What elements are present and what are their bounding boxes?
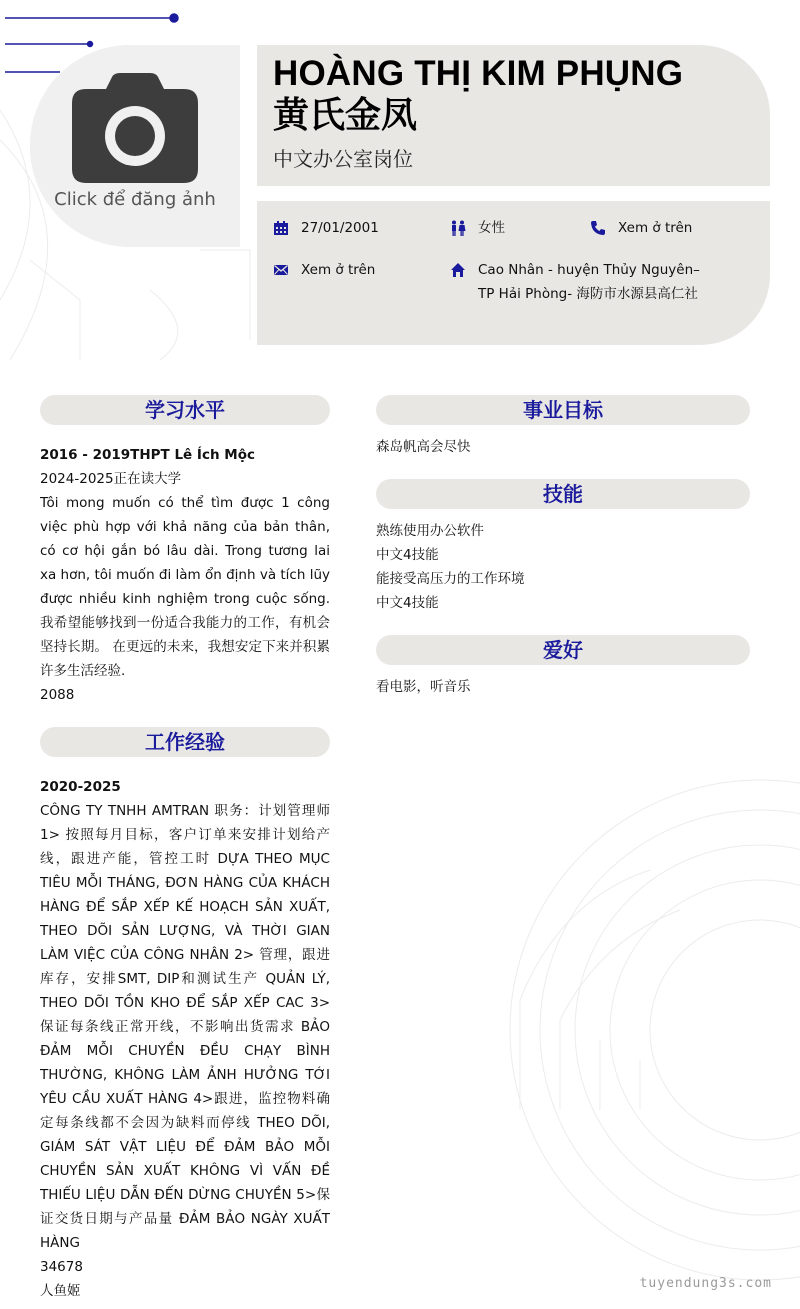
- career-goal-text: 森岛帆高会尽快: [376, 439, 471, 455]
- footer-brand: tuyendung3s.com: [639, 1276, 772, 1291]
- skills-heading: 技能: [376, 479, 750, 509]
- experience-extra-1: 34678: [40, 1259, 83, 1275]
- full-name-vietnamese: HOÀNG THỊ KIM PHỤNG: [273, 54, 684, 93]
- career-goal-heading: 事业目标: [376, 395, 750, 425]
- contact-address: [450, 258, 700, 306]
- gender-value: 女性: [478, 220, 505, 236]
- skills-section: [376, 519, 750, 615]
- hobbies-heading: 爱好: [376, 635, 750, 665]
- skill-item: 能接受高压力的工作环境: [376, 571, 525, 587]
- experience-description: CÔNG TY TNHH AMTRAN 职务：计划管理师 1> 按照每月目标，客户订单来安排计划给产线，跟进产能，管控工时 DỰA THEO MỤC TIÊU MỖI THÁNG, ĐƠN HÀNG CỦA KHÁCH HÀNG ĐỂ SẮP XẾP KẾ HOẠCH SẢN XUẤT, THEO DÕI SẢN LƯỢNG, VÀ THỜI GIAN LÀM VIỆC CỦA CÔNG NHÂN 2> 管理，跟进库存，安排SMT, DIP和测试生产 QUẢN LÝ, THEO DÕI TỒN KHO ĐỂ SẮP XẾP CAC 3> 保证每条线正常开线，不影响出货需求 BẢO ĐẢM MỖI CHUYỀN ĐỀU CHẠY BÌNH THƯỜNG, KHÔNG LÀM ẢNH HƯỞNG TỚI YÊU CẦU XUẤT HÀNG 4>跟进，监控物料确定每条线都不会因为缺料而停线 THEO DÕI, GIÁM SÁT VẬT LIỆU ĐỂ ĐẢM BẢO MỖI CHUYỀN SẢN XUẤT KHÔNG VÌ VẤN ĐỀ THIẾU LIỆU DẪN ĐẾN DỪNG CHUYỀN 5>保证交货日期与产品量 ĐẢM BẢO NGÀY XUẤT HÀNG: [40, 803, 330, 1251]
- full-name-chinese: 黄氏金凤: [273, 95, 418, 136]
- education-description: Tôi mong muốn có thể tìm được 1 công việc phù hợp với khả năng của bản thân, có cơ hội gắn bó lâu dài. Trong tương lai xa hơn, tôi muốn đi làm ổn định và tích lũy được nhiều kinh nghiệm trong cuộc sống. 我希望能够找到一份适合我能力的工作，有机会坚持长期。 在更远的未来，我想安定下来并积累许多生活经验.: [40, 495, 330, 679]
- contact-phone: [590, 216, 692, 240]
- phone-icon: [590, 220, 606, 236]
- name-panel: [257, 45, 770, 186]
- education-heading: 学习水平: [40, 395, 330, 425]
- education-section: [40, 443, 330, 707]
- email-icon: [273, 262, 289, 278]
- camera-icon: [72, 73, 198, 183]
- skill-item: 中文4技能: [376, 595, 439, 611]
- photo-upload[interactable]: [30, 45, 240, 247]
- skill-item: 中文4技能: [376, 547, 439, 563]
- contact-dob: [273, 216, 379, 240]
- career-goal-section: [376, 435, 750, 459]
- education-extra: 2088: [40, 687, 75, 703]
- hobbies-text: 看电影，听音乐: [376, 679, 471, 695]
- photo-upload-label: Click để đăng ảnh: [54, 189, 216, 210]
- phone-value: Xem ở trên: [618, 220, 693, 236]
- education-line2: 2024-2025正在读大学: [40, 471, 182, 487]
- contact-panel: [257, 201, 770, 345]
- contact-gender: [450, 216, 505, 240]
- experience-heading: 工作经验: [40, 727, 330, 757]
- calendar-icon: [273, 220, 289, 236]
- email-value: Xem ở trên: [301, 262, 376, 278]
- experience-period: 2020-2025: [40, 779, 121, 795]
- hobbies-section: [376, 675, 750, 699]
- job-title: 中文办公室岗位: [273, 147, 413, 171]
- dob-value: 27/01/2001: [301, 220, 379, 236]
- contact-email: [273, 258, 375, 282]
- address-value: Cao Nhân - huyện Thủy Nguyên– TP Hải Phòng- 海防市水源县高仁社: [478, 262, 700, 302]
- experience-section: [40, 775, 330, 1303]
- gender-icon: [450, 220, 466, 236]
- education-period-school: 2016 - 2019THPT Lê Ích Mộc: [40, 447, 255, 463]
- experience-extra-2: 人鱼姬: [40, 1283, 81, 1299]
- skill-item: 熟练使用办公软件: [376, 523, 484, 539]
- home-icon: [450, 262, 466, 278]
